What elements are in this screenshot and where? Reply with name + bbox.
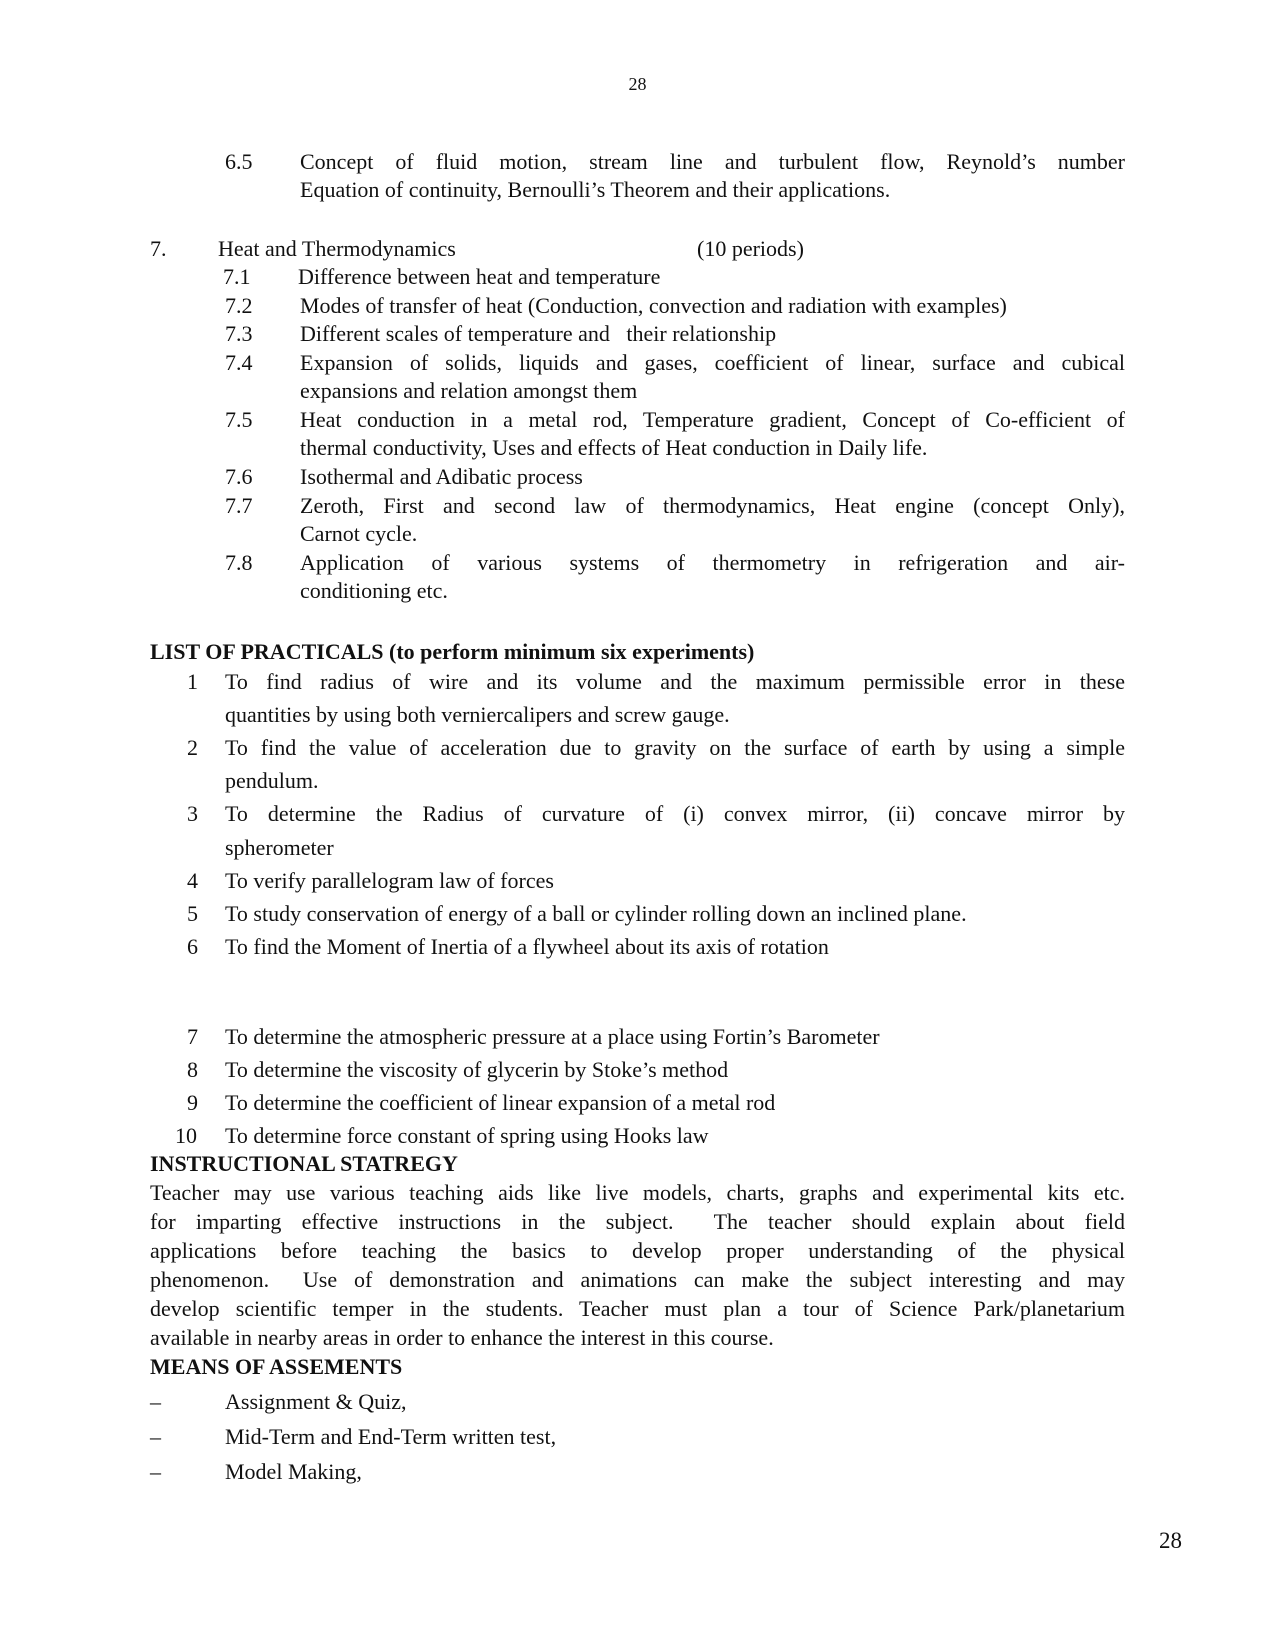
item-text-line: Different scales of temperature and their relationship xyxy=(300,321,777,346)
practical-number: 2 xyxy=(187,735,198,760)
section-title: Heat and Thermodynamics xyxy=(218,236,456,261)
item-number: 7.8 xyxy=(225,550,253,575)
item-text-line: Isothermal and Adibatic process xyxy=(300,464,583,489)
section-periods: (10 periods) xyxy=(697,236,804,261)
practical-number: 1 xyxy=(187,669,198,694)
item-text-line: conditioning etc. xyxy=(300,578,448,603)
item-number: 7.6 xyxy=(225,464,253,489)
strategy-heading: INSTRUCTIONAL STATREGY xyxy=(150,1151,458,1176)
item-text-line: Difference between heat and temperature xyxy=(298,264,661,289)
page-number-top: 28 xyxy=(628,74,647,94)
item-text-line: expansions and relation amongst them xyxy=(300,378,638,403)
strategy-paragraph-line: phenomenon. Use of demonstration and animations can make the subject interesting and may xyxy=(150,1267,1125,1292)
item-text-line: thermal conductivity, Uses and effects of Heat conduction in Daily life. xyxy=(300,435,928,460)
item-text-line: Zeroth, First and second law of thermodynamics, Heat engine (concept Only), xyxy=(300,493,1125,518)
practicals-heading: LIST OF PRACTICALS (to perform minimum six experiments) xyxy=(150,639,755,664)
practical-text-line: To determine the Radius of curvature of (i) convex mirror, (ii) concave mirror by xyxy=(225,801,1125,826)
assessment-item: Mid-Term and End-Term written test, xyxy=(225,1424,557,1449)
practical-text-line: To determine force constant of spring using Hooks law xyxy=(225,1123,709,1148)
item-text-line: Concept of fluid motion, stream line and turbulent flow, Reynold’s number xyxy=(300,149,1125,174)
practical-text-line: To find radius of wire and its volume and the maximum permissible error in these xyxy=(225,669,1125,694)
strategy-paragraph-line: develop scientific temper in the students. Teacher must plan a tour of Science Park/planetarium xyxy=(150,1296,1125,1321)
assessment-item: Assignment & Quiz, xyxy=(225,1389,407,1414)
item-text-line: Modes of transfer of heat (Conduction, convection and radiation with examples) xyxy=(300,293,1007,318)
item-number: 7.7 xyxy=(225,493,253,518)
item-number: 6.5 xyxy=(225,149,253,174)
practical-text-line: spherometer xyxy=(225,835,334,860)
practical-number: 4 xyxy=(187,868,198,893)
bullet-dash: – xyxy=(150,1459,161,1484)
strategy-paragraph-line: available in nearby areas in order to enhance the interest in this course. xyxy=(150,1325,774,1350)
item-number: 7.4 xyxy=(225,350,253,375)
practical-text-line: quantities by using both verniercalipers and screw gauge. xyxy=(225,702,730,727)
practical-number: 5 xyxy=(187,901,198,926)
item-number: 7.5 xyxy=(225,407,253,432)
practical-number: 6 xyxy=(187,934,198,959)
practical-number: 7 xyxy=(187,1024,198,1049)
practical-number: 3 xyxy=(187,801,198,826)
practical-text-line: To determine the viscosity of glycerin by Stoke’s method xyxy=(225,1057,729,1082)
practical-text-line: To find the value of acceleration due to gravity on the surface of earth by using a simple xyxy=(225,735,1125,760)
practical-number: 9 xyxy=(187,1090,198,1115)
item-number: 7.1 xyxy=(223,264,251,289)
practical-number: 8 xyxy=(187,1057,198,1082)
practical-number: 10 xyxy=(175,1123,197,1148)
item-number: 7.2 xyxy=(225,293,253,318)
item-text-line: Equation of continuity, Bernoulli’s Theorem and their applications. xyxy=(300,177,891,202)
practical-text-line: To find the Moment of Inertia of a flywheel about its axis of rotation xyxy=(225,934,829,959)
practical-text-line: To study conservation of energy of a ball or cylinder rolling down an inclined plane. xyxy=(225,901,967,926)
item-text-line: Application of various systems of thermometry in refrigeration and air- xyxy=(300,550,1125,575)
item-number: 7.3 xyxy=(225,321,253,346)
strategy-paragraph-line: Teacher may use various teaching aids like live models, charts, graphs and experimental kits etc. xyxy=(150,1180,1125,1205)
bullet-dash: – xyxy=(150,1424,161,1449)
strategy-paragraph-line: applications before teaching the basics to develop proper understanding of the physical xyxy=(150,1238,1125,1263)
practical-text-line: To determine the coefficient of linear expansion of a metal rod xyxy=(225,1090,776,1115)
practical-text-line: pendulum. xyxy=(225,768,319,793)
strategy-paragraph-line: for imparting effective instructions in the subject. The teacher should explain about field xyxy=(150,1209,1125,1234)
assessment-heading: MEANS OF ASSEMENTS xyxy=(150,1354,403,1379)
item-text-line: Heat conduction in a metal rod, Temperature gradient, Concept of Co-efficient of xyxy=(300,407,1125,432)
bullet-dash: – xyxy=(150,1389,161,1414)
page-number-bottom: 28 xyxy=(1159,1528,1182,1553)
section-number: 7. xyxy=(150,236,167,261)
assessment-item: Model Making, xyxy=(225,1459,362,1484)
item-text-line: Carnot cycle. xyxy=(300,521,418,546)
item-text-line: Expansion of solids, liquids and gases, coefficient of linear, surface and cubical xyxy=(300,350,1125,375)
practical-text-line: To verify parallelogram law of forces xyxy=(225,868,554,893)
practical-text-line: To determine the atmospheric pressure at a place using Fortin’s Barometer xyxy=(225,1024,880,1049)
